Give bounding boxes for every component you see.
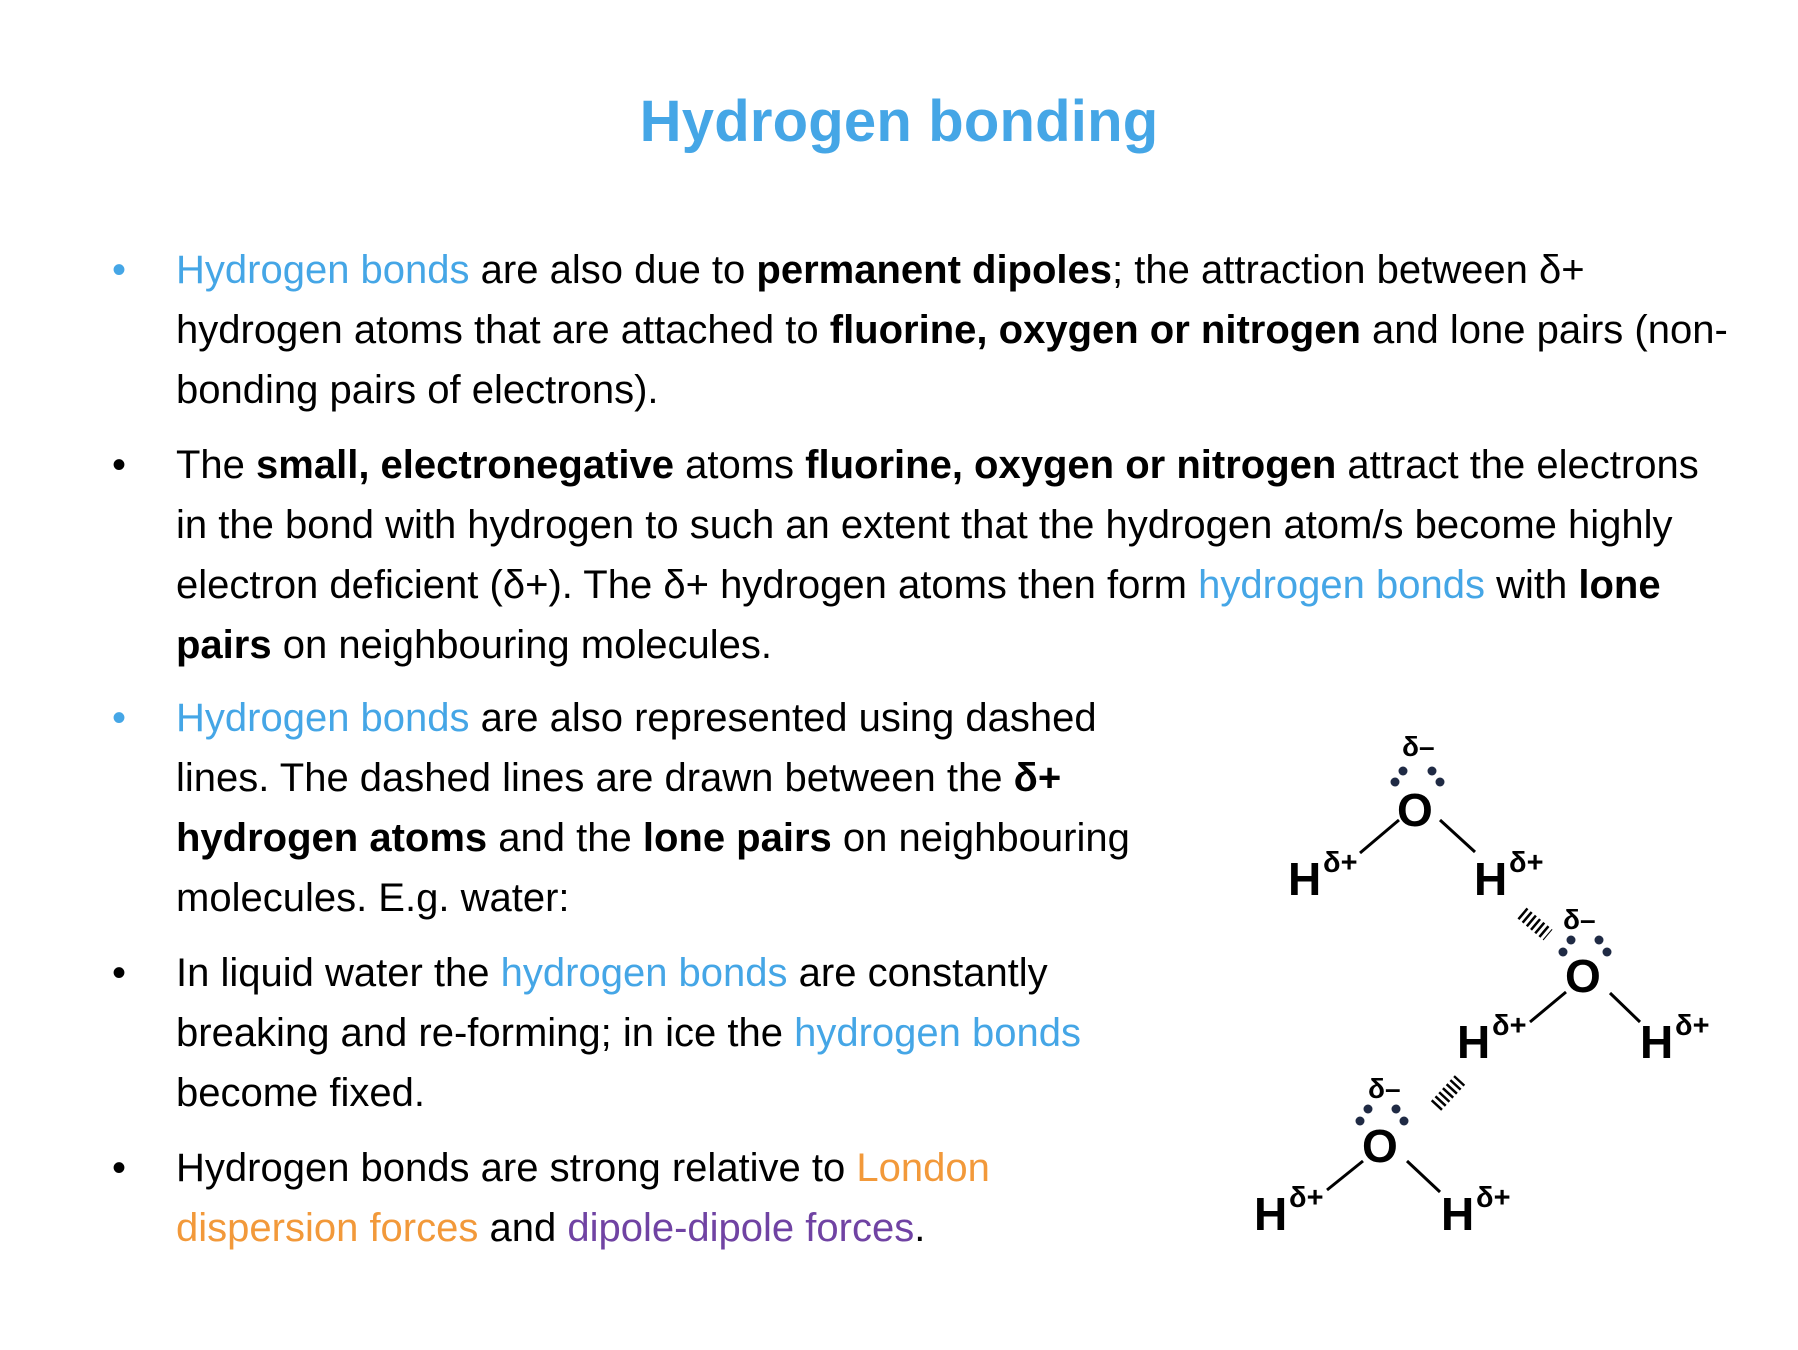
covalent-bond <box>1327 1161 1363 1190</box>
text-segment: and lone pairs (non-bonding pairs of electrons). <box>176 308 1728 412</box>
bullet-marker: • <box>112 696 127 740</box>
text-segment: fluorine, oxygen or nitrogen <box>829 308 1361 352</box>
text-segment: permanent dipoles <box>756 248 1113 292</box>
text-segment: δ+ hydrogen atoms <box>176 756 1062 860</box>
lone-pair-dot <box>1595 936 1604 945</box>
oxygen-atom: O <box>1565 950 1601 1002</box>
text-segment: and the <box>487 816 643 860</box>
bullet-marker: • <box>112 951 127 995</box>
text-segment: and <box>478 1206 568 1250</box>
covalent-bond <box>1407 1161 1440 1192</box>
covalent-bond <box>1530 992 1566 1022</box>
text-segment: Hydrogen bonds are strong relative to <box>176 1146 857 1190</box>
text-segment: hydrogen bonds <box>794 1011 1082 1055</box>
text-segment: attract the electrons in the bond with hydrogen to such an extent that the hydrogen atom/s become highly electron deficient (δ+). The δ+ hydrogen atoms then form <box>176 443 1699 607</box>
delta-minus-label: δ– <box>1563 904 1596 935</box>
text-segment: lone pairs <box>176 563 1661 667</box>
text-segment: small, electronegative <box>256 443 675 487</box>
bullet-item <box>112 240 1732 420</box>
text-segment: Hydrogen bonds <box>176 696 470 740</box>
delta-plus-label: δ+ <box>1323 847 1358 879</box>
text-segment: are also due to <box>469 248 757 292</box>
bullet-list-top <box>112 240 1732 690</box>
delta-minus-label: δ– <box>1368 1073 1401 1104</box>
covalent-bond <box>1360 820 1399 853</box>
bullet-text <box>176 696 1130 920</box>
text-segment: ; the attraction between δ+ hydrogen atoms that are attached to <box>176 248 1585 352</box>
text-segment: In liquid water the <box>176 951 501 995</box>
hydrogen-atom: H <box>1640 1016 1674 1068</box>
bullet-item <box>112 435 1732 675</box>
text-segment: on neighbouring molecules. E.g. water: <box>176 816 1130 920</box>
text-segment: lone pairs <box>642 816 832 860</box>
water-hydrogen-bond-diagram <box>1220 720 1780 1260</box>
text-segment: hydrogen bonds <box>1198 563 1485 607</box>
hydrogen-atom: H <box>1474 853 1508 905</box>
lone-pair-dot <box>1400 1117 1409 1126</box>
bullet-marker: • <box>112 248 127 292</box>
page-title: Hydrogen bonding <box>639 89 1159 154</box>
bullet-text <box>176 443 1699 667</box>
lone-pair-dot <box>1603 948 1612 957</box>
bullet-item <box>112 943 1152 1123</box>
text-segment: The <box>176 443 257 487</box>
text-segment: with <box>1485 563 1579 607</box>
delta-plus-label: δ+ <box>1509 847 1544 879</box>
text-segment: . <box>914 1206 926 1250</box>
hydrogen-atom: H <box>1288 853 1322 905</box>
text-segment: hydrogen bonds <box>500 951 788 995</box>
bullet-marker: • <box>112 443 127 487</box>
lone-pair-dot <box>1399 767 1408 776</box>
text-segment: London dispersion forces <box>176 1146 990 1250</box>
text-segment: are also represented using dashed lines. The dashed lines are drawn between the <box>176 696 1097 800</box>
text-segment: are constantly breaking and re-forming; in ice the <box>176 951 1048 1055</box>
delta-minus-label: δ– <box>1402 731 1435 762</box>
bullet-text <box>176 1146 990 1250</box>
hydrogen-bond-dashes <box>1436 1080 1460 1106</box>
hydrogen-atom: H <box>1254 1188 1288 1240</box>
bullet-item <box>112 1138 1152 1258</box>
bullet-text <box>176 248 1728 412</box>
text-segment: Hydrogen bonds <box>176 248 470 292</box>
delta-plus-label: δ+ <box>1289 1182 1324 1214</box>
lone-pair-dot <box>1392 1105 1401 1114</box>
text-segment: dipole-dipole forces <box>567 1206 915 1250</box>
bullet-marker: • <box>112 1146 127 1190</box>
water-molecule-bottom <box>1254 1073 1511 1240</box>
hydrogen-bond-dashes <box>1522 913 1548 935</box>
lone-pair-dot <box>1428 767 1437 776</box>
lone-pair-dot <box>1364 1105 1373 1114</box>
lone-pair-dot <box>1567 936 1576 945</box>
text-segment: on neighbouring molecules. <box>271 623 772 667</box>
bullet-text <box>176 951 1081 1115</box>
delta-plus-label: δ+ <box>1675 1010 1710 1042</box>
hydrogen-atom: H <box>1457 1016 1491 1068</box>
delta-plus-label: δ+ <box>1492 1010 1527 1042</box>
text-segment: become fixed. <box>176 1071 426 1115</box>
covalent-bond <box>1610 993 1640 1022</box>
oxygen-atom: O <box>1362 1120 1398 1172</box>
oxygen-atom: O <box>1397 784 1433 836</box>
water-molecule-middle <box>1457 904 1710 1068</box>
bullet-list-bottom <box>112 688 1152 1273</box>
delta-plus-label: δ+ <box>1476 1182 1511 1214</box>
text-segment: atoms <box>674 443 806 487</box>
bullet-item <box>112 688 1152 928</box>
hydrogen-atom: H <box>1441 1188 1475 1240</box>
water-molecule-top <box>1288 731 1544 905</box>
text-segment: fluorine, oxygen or nitrogen <box>805 443 1337 487</box>
covalent-bond <box>1440 820 1475 852</box>
lone-pair-dot <box>1436 778 1445 787</box>
